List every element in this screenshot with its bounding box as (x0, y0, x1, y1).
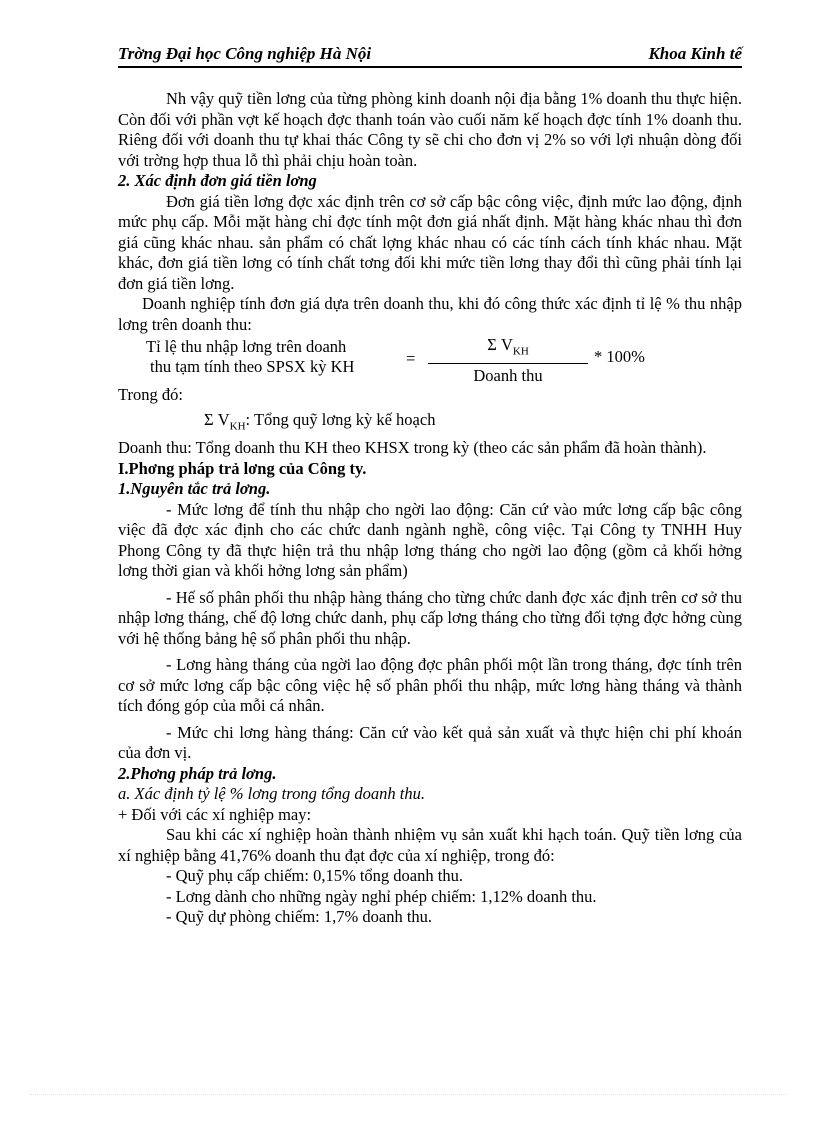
paragraph: Nh vậy quỹ tiền lơng của từng phòng kinh doanh nội địa bằng 1% doanh thu thực hiện. Còn đối với phần vợt kế hoạch đợc thanh toán vào cuối năm kế hoạch đợc tính 1% doanh thu. Riêng đối với doanh thu tự khai thác Công ty sẽ chi cho đơn vị 2% so với lợi nhuận dòng đối với trờng hợp thua lỗ thì phải chịu hoàn toàn. (118, 89, 742, 170)
section-heading: 2.Phơng pháp trả lơng. (118, 763, 277, 783)
formula-denominator: Doanh thu (473, 365, 543, 385)
bullet-item: - Mức lơng để tính thu nhập cho ngời lao động: Căn cứ vào mức lơng cấp bậc công việc đã đợc xác định cho các chức danh ngành nghề, công việc. Tại Công ty TNHH Huy Phong Công ty đã thực hiện trả thu nhập lơng tháng cho ngời lao động (gồm cả khối hởng lơng thời gian và khối hởng lơng sản phẩm) (118, 499, 742, 581)
page-header (118, 44, 742, 68)
subsection-heading: a. Xác định tỷ lệ % lơng trong tổng doanh thu. (118, 784, 425, 804)
formula-equals: = (406, 349, 416, 368)
section-heading: 1.Nguyên tắc trả lơng. (118, 479, 271, 499)
formula-multiplier: * 100% (594, 347, 645, 366)
document-body (118, 89, 742, 928)
bullet-item: - Lơng hàng tháng của ngời lao động đợc phân phối một lần trong tháng, đợc tính trên cơ sở mức lơng cấp bậc công việc hệ số phân phối thu nhập, mức lơng hàng tháng và thành tích đóng góp của mỗi cá nhân. (118, 655, 742, 716)
formula-lhs-line1: Tỉ lệ thu nhập lơng trên doanh (146, 337, 347, 356)
section-heading: 2. Xác định đơn giá tiền lơng (118, 171, 317, 190)
formula-numerator: Σ $V_{KH}$ (428, 335, 588, 364)
header-school: Trờng Đại học Công nghiệp Hà Nội (118, 44, 372, 63)
paragraph: Sau khi các xí nghiệp hoàn thành nhiệm vụ sản xuất khi hạch toán. Quỹ tiền lơng của xí nghiệp bằng 41,76% doanh thu đạt đợc của xí nghiệp, trong đó: (118, 825, 742, 865)
list-item: - Lơng dành cho những ngày nghỉ phép chiếm: 1,12% doanh thu. (166, 886, 597, 906)
bullet-item: - Mức chi lơng hàng tháng: Căn cứ vào kết quả sản xuất và thực hiện chi phí khoán của đơn vị. (118, 722, 742, 763)
list-item: - Quỹ dự phòng chiếm: 1,7% doanh thu. (166, 907, 433, 927)
bullet-item: - Hế số phân phối thu nhập hàng tháng cho từng chức danh đợc xác định trên cơ sở thu nhập lơng tháng, chế độ lơng chức danh, phụ cấp lơng tháng cho từng đối tợng đợc hởng cùng với hệ thống bảng hệ số phân phối thu nhập. (118, 587, 742, 648)
paragraph: Doanh nghiệp tính đơn giá dựa trên doanh thu, khi đó công thức xác định tỉ lệ % thu nhập lơng trên doanh thu: (118, 294, 742, 334)
paragraph: + Đối với các xí nghiệp may: (118, 804, 312, 824)
where-label: Trong đó: (118, 385, 183, 404)
paragraph: Đơn giá tiền lơng đợc xác định trên cơ sở cấp bậc công việc, định mức lao động, định mức phụ cấp. Mỗi mặt hàng chỉ đợc tính một đơn giá nhất định. Mặt hàng khác nhau thì đơn giá cũng khác nhau. sản phẩm có chất lợng khác nhau có các tính cách tính khác nhau. Mặt khác, đơn giá tiền lơng có tính chất tơng đối khi mức tiền lơng thay đổi thì cũng phải tính lại đơn giá tiền lơng. (118, 191, 742, 293)
header-faculty: Khoa Kinh tế (648, 44, 742, 63)
footer-rule (30, 1094, 786, 1095)
formula-lhs-line2: thu tạm tính theo SPSX kỳ KH (150, 357, 355, 376)
formula-lhs (146, 337, 396, 377)
paragraph: Doanh thu: Tổng doanh thu KH theo KHSX trong kỳ (theo các sản phẩm đã hoàn thành). (118, 438, 707, 458)
sigma-symbol: Σ (487, 335, 497, 354)
sigma-definition: Σ $V_{KH}$: Tổng quỹ lơng kỳ kế hoạch (204, 409, 436, 432)
section-heading: I.Phơng pháp trả lơng của Công ty. (118, 458, 367, 478)
list-item: - Quỹ phụ cấp chiếm: 0,15% tổng doanh thu. (166, 866, 463, 886)
formula (118, 335, 742, 385)
formula-fraction (428, 335, 588, 386)
